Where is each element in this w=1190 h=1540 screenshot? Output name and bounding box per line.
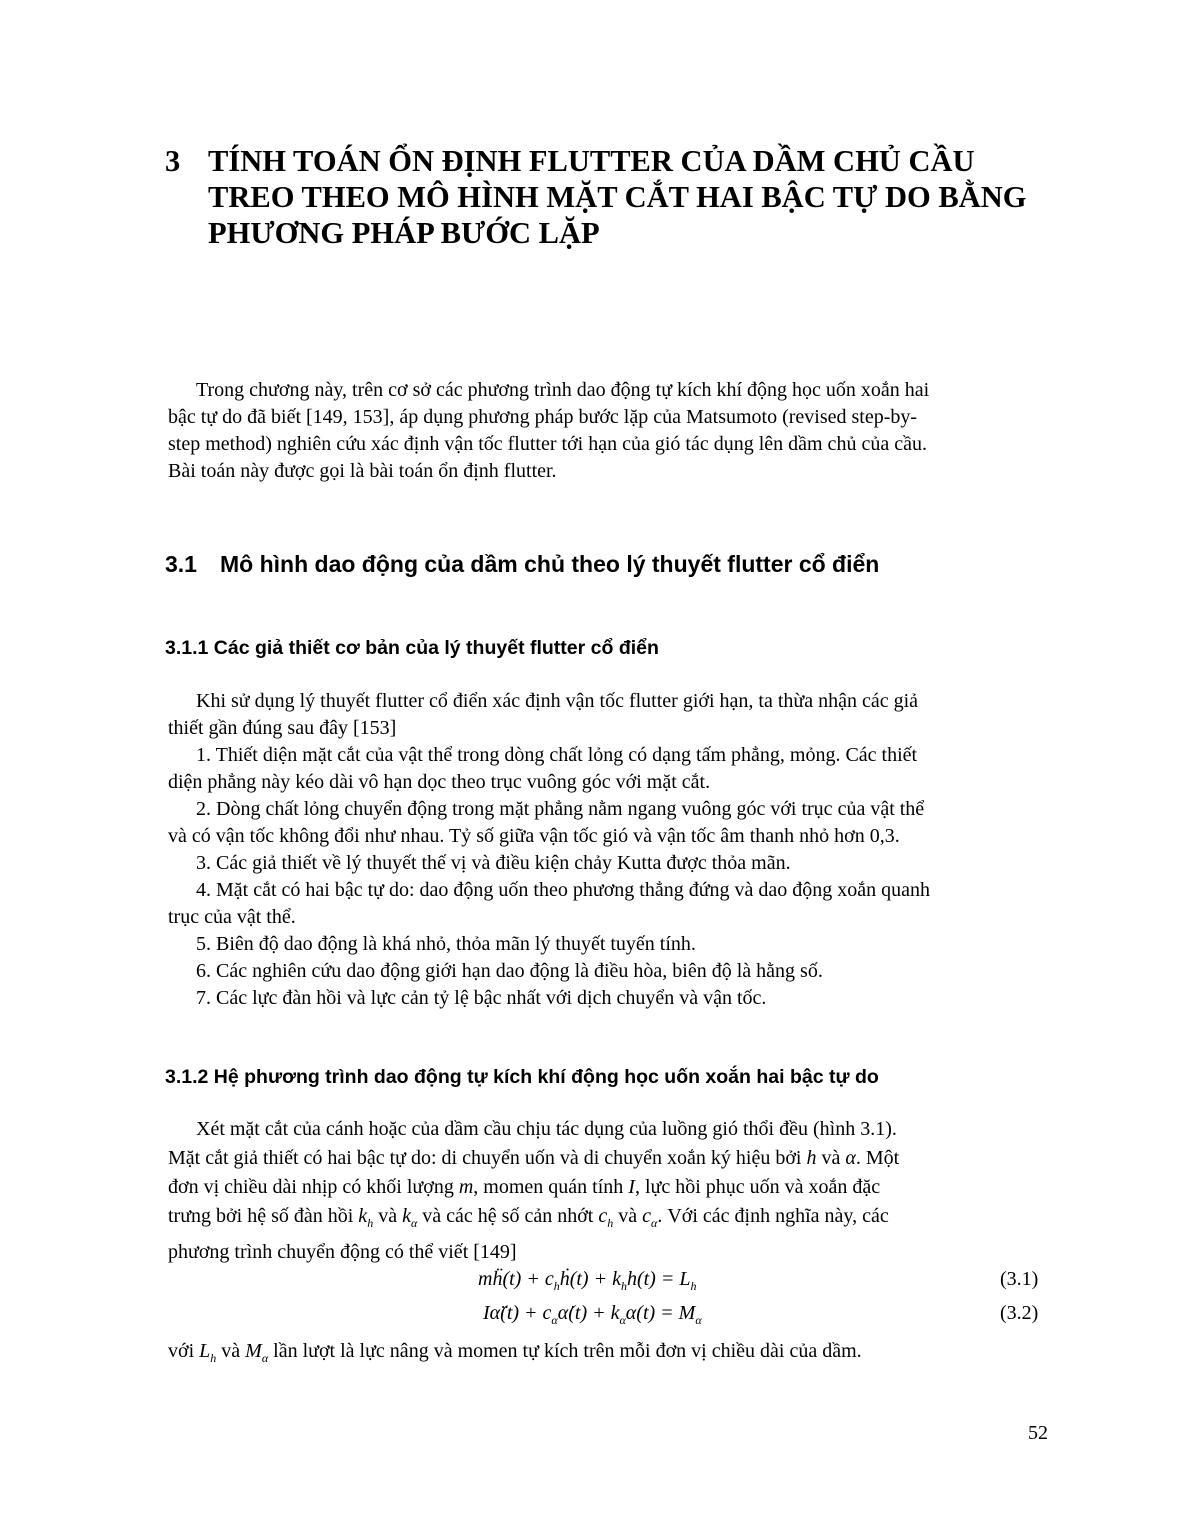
chapter-title-line: TREO THEO MÔ HÌNH MẶT CẮT HAI BẬC TỰ DO BẰNG	[208, 180, 1027, 214]
text-line: Bài toán này được gọi là bài toán ổn định flutter.	[168, 460, 557, 482]
closing-line	[168, 1338, 1053, 1372]
section-heading-3-1	[165, 551, 879, 578]
chapter-title-line: TÍNH TOÁN ỔN ĐỊNH FLUTTER CỦA DẦM CHỦ CẦU	[208, 144, 975, 178]
text-line: Trong chương này, trên cơ sở các phương trình dao động tự kích khí động học uốn xoắn hai	[196, 379, 930, 401]
assumptions-paragraph	[168, 688, 1053, 1012]
list-item: 7. Các lực đàn hồi và lực cản tỷ lệ bậc nhất với dịch chuyển và vận tốc.	[196, 987, 767, 1009]
subsection-heading-3-1-1: 3.1.1 Các giả thiết cơ bản của lý thuyết flutter cổ điển	[165, 637, 659, 659]
list-item: 1. Thiết diện mặt cắt của vật thể trong dòng chất lỏng có dạng tấm phẳng, mỏng. Các thiết	[196, 744, 918, 766]
chapter-title	[208, 143, 1068, 251]
text-line: step method) nghiên cứu xác định vận tốc flutter tới hạn của gió tác dụng lên dầm chủ của cầu.	[168, 433, 927, 455]
subsection-heading-3-1-2: 3.1.2 Hệ phương trình dao động tự kích khí động học uốn xoắn hai bậc tự do	[165, 1066, 879, 1088]
equation-number: (3.2)	[1000, 1302, 1039, 1324]
text-line: đơn vị chiều dài nhịp có khối lượng m, momen quán tính I, lực hồi phục uốn và xoắn đặc	[168, 1176, 881, 1198]
list-item: 2. Dòng chất lỏng chuyển động trong mặt phẳng nằm ngang vuông góc với trục của vật thể	[196, 798, 925, 820]
text-line: Mặt cắt giả thiết có hai bậc tự do: di chuyển uốn và di chuyển xoắn ký hiệu bởi h và α. Một	[168, 1147, 900, 1169]
equation-number: (3.1)	[1000, 1268, 1039, 1290]
page-number: 52	[1028, 1422, 1048, 1444]
chapter-title-line: PHƯƠNG PHÁP BƯỚC LẶP	[208, 216, 600, 250]
text-line: và có vận tốc không đổi như nhau. Tỷ số giữa vận tốc gió và vận tốc âm thanh nhỏ hơn 0,3.	[168, 825, 900, 847]
text-line: trục của vật thể.	[168, 906, 296, 928]
text-line: Xét mặt cắt của cánh hoặc của dầm cầu chịu tác dụng của luồng gió thổi đều (hình 3.1).	[196, 1118, 897, 1140]
text-line: diện phẳng này kéo dài vô hạn dọc theo trục vuông góc với mặt cắt.	[168, 771, 711, 793]
text-line: bậc tự do đã biết [149, 153], áp dụng phương pháp bước lặp của Matsumoto (revised step-by-	[168, 406, 918, 428]
text-line: phương trình chuyển động có thể viết [149]	[168, 1241, 517, 1263]
text-line: thiết gần đúng sau đây [153]	[168, 717, 397, 739]
chapter-number: 3	[165, 144, 181, 178]
list-item: 4. Mặt cắt có hai bậc tự do: dao động uốn theo phương thẳng đứng và dao động xoắn quanh	[196, 879, 931, 901]
section-title: Mô hình dao động của dầm chủ theo lý thuyết flutter cổ điển	[220, 551, 880, 577]
list-item: 5. Biên độ dao động là khá nhỏ, thỏa mãn lý thuyết tuyến tính.	[196, 933, 696, 955]
section-number: 3.1	[165, 551, 197, 577]
equation-3-2: Iα̈(t) + $c_\alpha\alphȧ(t) + k_\alpha\alpha(t) = M_\alpha$	[483, 1302, 702, 1327]
list-item: 6. Các nghiên cứu dao động giới hạn dao động là điều hòa, biên độ là hằng số.	[196, 960, 823, 982]
list-item: 3. Các giả thiết về lý thuyết thế vị và điều kiện chảy Kutta được thỏa mãn.	[196, 852, 791, 874]
text-line: trưng bởi hệ số đàn hồi $k_h$ và $k_\alpha$ và các hệ số cản nhớt $c_h$ và $c_\alpha$. Với các định nghĩa này, các	[168, 1205, 889, 1230]
text-line: Khi sử dụng lý thuyết flutter cổ điển xác định vận tốc flutter giới hạn, ta thừa nhận các giả	[196, 690, 919, 712]
equations-paragraph	[168, 1115, 1053, 1267]
equation-3-1: mḧ(t) + $c_hḣ(t) + k_hh(t) = L_h$	[478, 1268, 697, 1293]
intro-paragraph	[168, 377, 1053, 485]
text-line: với $L_h$ và $M_\alpha$ lần lượt là lực nâng và momen tự kích trên mỗi đơn vị chiều dài của dầm.	[168, 1340, 862, 1365]
